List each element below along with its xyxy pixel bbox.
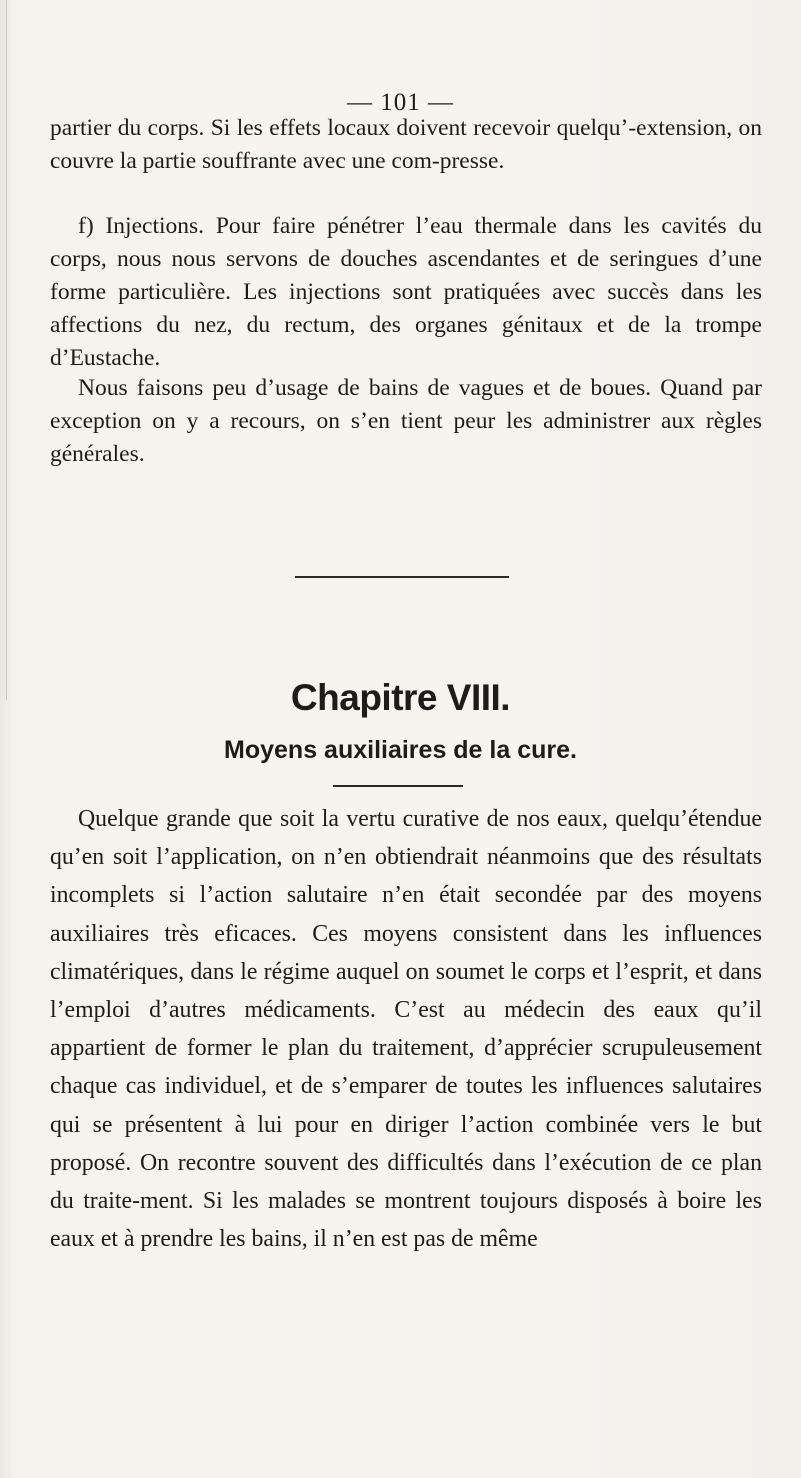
injections-text — [50, 210, 762, 375]
injections-label: f) Injections. — [78, 213, 205, 239]
baths-paragraph — [50, 372, 762, 471]
continued-paragraph — [50, 112, 762, 178]
page-number: — 101 — — [347, 89, 454, 116]
baths-text: Nous faisons peu d’usage de bains de vagues et de boues. Quand par exception on y a recours, on s’en tient peur les administrer aux règles générales. — [50, 375, 762, 467]
paragraph-text: partier du corps. Si les effets locaux doivent recevoir quelqu’-extension, on couvre la partie souffrante avec une com-presse. — [50, 115, 762, 174]
section-divider-top — [295, 576, 509, 578]
chapter-subtitle: Moyens auxiliaires de la cure. — [224, 736, 577, 764]
chapter-paragraph-text: Quelque grande que soit la vertu curative de nos eaux, quelqu’étendue qu’en soit l’application, on n’en obtiendrait néanmoins que des résultats incomplets si l’action salutaire n’en était secondée par des moyens auxiliaires très eficaces. Ces moyens consistent dans les influences climatériques, dans le régime auquel on soumet le corps et l’esprit, et dans l’emploi d’autres médicaments. C’est au médecin des eaux qu’il appartient de former le plan du traitement, d’apprécier scrupuleusement chaque cas individuel, et de s’emparer de toutes les influences salutaires qui se présentent à lui pour en diriger l’action combinée vers le but proposé. On recontre souvent des difficultés dans l’exécution de ce plan du traite-ment. Si les malades se montrent toujours disposés à boire les eaux et à prendre les bains, il n’en est pas de même — [50, 806, 762, 1253]
injections-paragraph — [50, 210, 762, 375]
injections-body: Pour faire pénétrer l’eau thermale dans les cavités du corps, nous nous servons de douches ascendantes et de seringues d’une forme particulière. Les injections sont pratiquées avec succès dans les affections du nez, du rectum, des organes génitaux et de la trompe d’Eustache. — [50, 213, 762, 371]
chapter-paragraph — [50, 800, 762, 1258]
section-divider-bottom — [333, 785, 463, 787]
chapter-title: Chapitre VIII. — [290, 677, 511, 718]
